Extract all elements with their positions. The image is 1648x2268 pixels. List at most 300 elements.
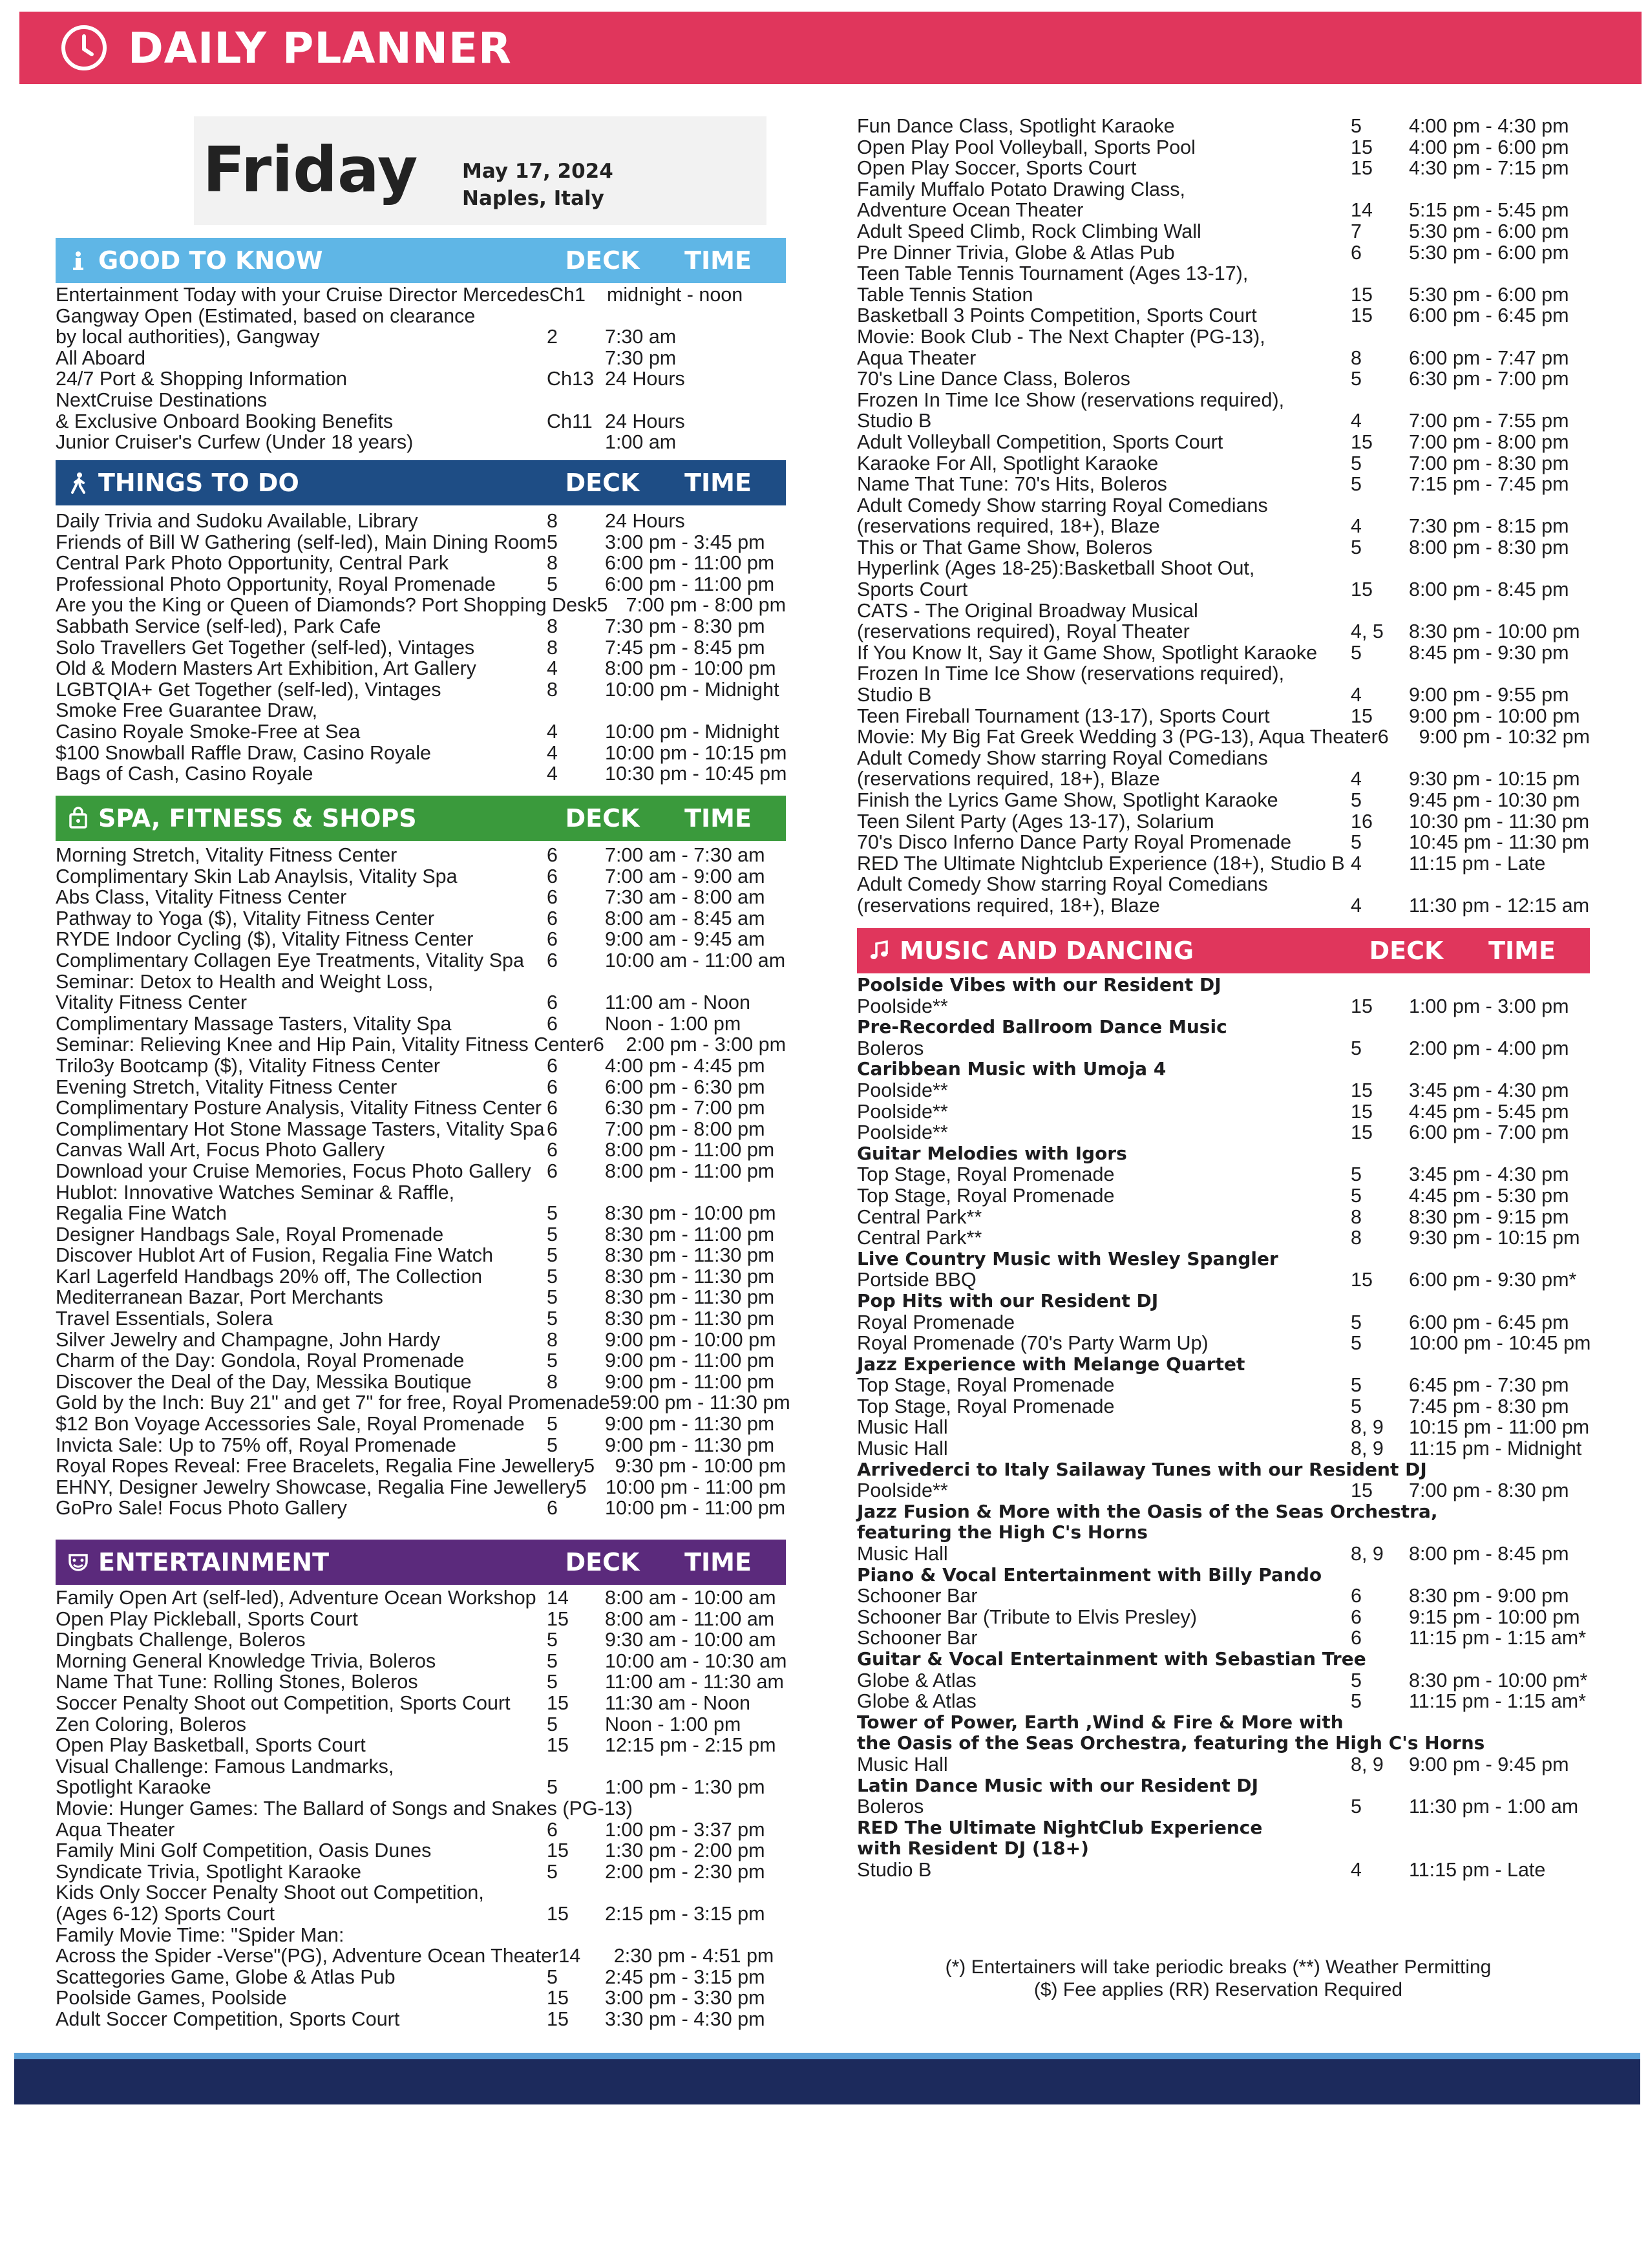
event-name: (reservations required, 18+), Blaze — [857, 515, 1160, 538]
event-group-heading — [857, 1712, 1590, 1733]
event-group-heading — [857, 1522, 1590, 1543]
event-time: 1:30 pm - 2:00 pm — [605, 1839, 765, 1862]
event-name: Adult Volleyball Competition, Sports Court — [857, 430, 1223, 453]
event-time — [605, 390, 786, 411]
event-deck: 6 — [1351, 1606, 1362, 1628]
event-time: 10:30 pm - 11:30 pm — [1409, 810, 1590, 832]
event-deck: 15 — [1351, 1269, 1373, 1291]
event-time: 6:45 pm - 7:30 pm — [1409, 1374, 1569, 1397]
event-time: 10:00 am - 11:00 am — [605, 949, 786, 971]
event-deck: 4 — [547, 741, 558, 764]
event-name: Seminar: Relieving Knee and Hip Pain, Vitality Fitness Center — [56, 1033, 593, 1056]
day-name: Friday — [202, 134, 418, 206]
event-deck — [1484, 1733, 1510, 1754]
event-deck: 5 — [1351, 1690, 1362, 1713]
event-time: 8:30 pm - 10:00 pm — [605, 1202, 776, 1225]
event-deck: 5 — [1351, 789, 1362, 811]
event-time — [1409, 1059, 1590, 1080]
event-row — [857, 663, 1590, 684]
event-deck: 15 — [1351, 157, 1373, 180]
event-name: Canvas Wall Art, Focus Photo Gallery — [56, 1139, 385, 1161]
event-name: Family Muffalo Potato Drawing Class, — [857, 178, 1185, 200]
event-deck — [1427, 1459, 1466, 1481]
event-deck — [1351, 975, 1409, 996]
event-row — [857, 1164, 1590, 1185]
event-deck: 6 — [1351, 1627, 1362, 1649]
event-time: 11:15 pm - 1:15 am* — [1409, 1627, 1587, 1649]
event-name: Music Hall — [857, 1416, 948, 1439]
event-deck: 6 — [547, 865, 558, 887]
good-to-know-title: GOOD TO KNOW — [98, 246, 323, 275]
event-deck: 5 — [547, 1776, 558, 1799]
event-deck: 6 — [547, 886, 558, 909]
event-deck: 5 — [547, 1286, 558, 1309]
event-name: Poolside Vibes with our Resident DJ — [857, 974, 1221, 995]
event-deck — [1438, 1501, 1475, 1523]
event-row — [56, 1609, 786, 1630]
event-row — [857, 390, 1590, 411]
deck-column-header: DECK — [565, 1548, 640, 1576]
event-deck: 5 — [547, 1308, 558, 1330]
event-deck: 5 — [547, 1265, 558, 1288]
event-time: 6:00 pm - 11:00 pm — [605, 573, 775, 595]
event-name: Morning Stretch, Vitality Fitness Center — [56, 844, 397, 866]
event-group-heading — [857, 1059, 1590, 1080]
event-deck: 15 — [547, 2008, 569, 2030]
event-time: 8:45 pm - 9:30 pm — [1409, 641, 1569, 664]
event-time: 8:30 pm - 11:30 pm — [605, 1286, 775, 1309]
event-name: Adult Comedy Show starring Royal Comedians — [857, 494, 1268, 516]
event-time: 8:30 pm - 11:30 pm — [605, 1244, 775, 1267]
event-time — [1409, 1017, 1590, 1038]
event-deck — [1351, 1291, 1409, 1312]
event-time: 1:00 pm - 1:30 pm — [605, 1776, 765, 1799]
footnote — [847, 1956, 1590, 2001]
event-deck: 5 — [584, 1455, 595, 1478]
event-row — [56, 616, 786, 637]
event-deck: 4 — [547, 720, 558, 743]
event-time: 7:00 pm - 8:30 pm — [1409, 1479, 1569, 1502]
event-name: Boleros — [857, 1037, 924, 1059]
event-time: 11:30 am - Noon — [605, 1691, 750, 1714]
event-time: 3:00 pm - 3:45 pm — [605, 531, 765, 553]
event-name: Casino Royale Smoke-Free at Sea — [56, 720, 361, 743]
event-deck: 6 — [547, 907, 558, 929]
event-row — [857, 432, 1590, 453]
event-time: 8:00 pm - 8:45 pm — [1409, 578, 1569, 601]
event-group-heading — [857, 1775, 1590, 1797]
event-row — [857, 368, 1590, 390]
event-row — [56, 700, 786, 721]
event-deck: 6 — [547, 1818, 558, 1841]
event-name: 24/7 Port & Shopping Information — [56, 368, 348, 390]
event-name: Jazz Fusion & More with the Oasis of the Seas Orchestra, — [857, 1500, 1438, 1522]
event-name: Open Play Basketball, Sports Court — [56, 1734, 366, 1757]
event-time — [605, 1925, 786, 1946]
event-row — [56, 532, 786, 553]
event-name: Open Play Soccer, Sports Court — [857, 157, 1137, 180]
event-name: Top Stage, Royal Promenade — [857, 1184, 1115, 1207]
event-name: Studio B — [857, 684, 932, 706]
event-row — [56, 1139, 786, 1161]
event-name: Family Movie Time: "Spider Man: — [56, 1924, 344, 1946]
event-deck: 8 — [547, 636, 558, 659]
event-deck: 6 — [547, 1012, 558, 1035]
event-name: Aqua Theater — [56, 1818, 175, 1841]
spa-title: SPA, FITNESS & SHOPS — [98, 804, 417, 832]
event-deck: 4 — [547, 657, 558, 680]
event-name: Studio B — [857, 410, 932, 432]
event-time — [1421, 1649, 1590, 1670]
event-row — [56, 368, 786, 390]
event-name: Jazz Experience with Melange Quartet — [857, 1353, 1245, 1375]
event-time: 11:30 pm - 12:15 am — [1409, 894, 1590, 917]
event-time: 6:00 pm - 11:00 pm — [605, 552, 775, 575]
event-deck — [547, 700, 605, 721]
event-row — [56, 1013, 786, 1035]
event-deck: 16 — [1351, 810, 1373, 832]
event-row — [857, 874, 1590, 895]
event-time: 11:15 pm - Late — [1409, 852, 1546, 874]
event-time: 11:00 am - 11:30 am — [605, 1671, 784, 1693]
event-time: 9:15 pm - 10:00 pm — [1409, 1606, 1580, 1628]
event-time: 9:00 pm - 11:30 pm — [620, 1392, 790, 1414]
event-deck: 8 — [1351, 346, 1362, 369]
good-to-know-list — [56, 284, 786, 453]
event-deck: 5 — [1351, 1163, 1362, 1186]
event-deck: 5 — [547, 1713, 558, 1735]
event-name: Royal Promenade (70's Party Warm Up) — [857, 1332, 1209, 1355]
event-time: 9:30 pm - 10:15 pm — [1409, 768, 1580, 790]
event-name: Poolside** — [857, 1079, 948, 1101]
event-name: If You Know It, Say it Game Show, Spotlight Karaoke — [857, 641, 1318, 664]
event-time: 7:00 pm - 8:00 pm — [605, 1118, 765, 1140]
event-time: 10:00 pm - Midnight — [605, 720, 779, 743]
event-row — [857, 1207, 1590, 1228]
event-time: 9:00 pm - 10:00 pm — [605, 1328, 776, 1351]
event-deck: 15 — [1351, 304, 1373, 327]
event-deck — [1351, 1354, 1409, 1375]
event-name: Family Mini Golf Competition, Oasis Dunes — [56, 1839, 432, 1862]
event-name: Studio B — [857, 1858, 932, 1881]
event-name: Karl Lagerfeld Handbags 20% off, The Collection — [56, 1265, 483, 1288]
event-time: 6:00 pm - 7:47 pm — [1409, 346, 1569, 369]
event-name: (reservations required), Royal Theater — [857, 620, 1190, 643]
event-time: 8:00 am - 10:00 am — [605, 1587, 776, 1609]
event-group-heading — [857, 975, 1590, 996]
event-row — [56, 1840, 786, 1861]
event-deck — [1351, 1143, 1409, 1165]
event-deck: 15 — [547, 1987, 569, 2009]
event-row — [56, 1245, 786, 1266]
event-name: Are you the King or Queen of Diamonds? Port Shopping Desk — [56, 594, 597, 617]
event-deck: 5 — [547, 1649, 558, 1672]
event-row — [857, 684, 1590, 706]
event-deck: 15 — [1351, 136, 1373, 158]
event-deck: 4 — [1351, 410, 1362, 432]
event-row — [857, 726, 1590, 748]
event-name: Hyperlink (Ages 18-25):Basketball Shoot Out, — [857, 557, 1255, 580]
event-deck: 5 — [547, 1413, 558, 1436]
event-name: Table Tennis Station — [857, 283, 1033, 306]
event-row — [857, 1080, 1590, 1101]
event-deck: 5 — [547, 1629, 558, 1651]
event-row — [56, 721, 786, 743]
event-name: RED The Ultimate Nightclub Experience (18+), Studio B — [857, 852, 1345, 874]
event-deck: 5 — [1351, 368, 1362, 390]
event-deck — [1351, 263, 1409, 284]
event-name: Abs Class, Vitality Fitness Center — [56, 886, 347, 909]
event-row — [56, 679, 786, 701]
event-row — [56, 1882, 786, 1903]
event-deck: 4, 5 — [1351, 620, 1384, 643]
event-time: 9:00 pm - 9:55 pm — [1409, 684, 1569, 706]
event-row — [857, 1333, 1590, 1354]
event-deck: 8 — [547, 1370, 558, 1393]
event-deck: 5 — [547, 531, 558, 553]
event-time: 11:00 am - Noon — [605, 991, 750, 1014]
event-deck — [1351, 390, 1409, 411]
event-row — [56, 1735, 786, 1756]
event-deck: 5 — [1351, 536, 1362, 558]
event-deck: Ch1 — [549, 284, 586, 306]
page-banner — [19, 12, 1642, 84]
event-time: 10:15 pm - 11:00 pm — [1409, 1416, 1590, 1439]
event-deck: 4 — [1351, 515, 1362, 538]
event-deck — [547, 390, 605, 411]
event-name: Teen Silent Party (Ages 13-17), Solarium — [857, 810, 1214, 832]
event-deck — [547, 306, 605, 327]
event-row — [56, 1392, 790, 1414]
event-time: midnight - noon — [606, 284, 743, 306]
event-name: Complimentary Posture Analysis, Vitality Fitness Center — [56, 1097, 542, 1119]
event-row — [857, 305, 1590, 326]
event-name: Bags of Cash, Casino Royale — [56, 763, 313, 785]
event-row — [857, 1101, 1590, 1123]
event-time: Noon - 1:00 pm — [605, 1012, 741, 1035]
event-row — [857, 1796, 1590, 1818]
event-row — [857, 242, 1590, 264]
event-row — [56, 1119, 786, 1140]
music-note-icon — [869, 940, 891, 962]
event-name: Fun Dance Class, Spotlight Karaoke — [857, 115, 1175, 137]
event-group-heading — [857, 1838, 1590, 1860]
event-time: 8:30 pm - 10:00 pm — [1409, 620, 1580, 643]
event-name: Latin Dance Music with our Resident DJ — [857, 1774, 1259, 1796]
day-date: May 17, 2024 — [462, 160, 613, 183]
event-deck: 8 — [1351, 1227, 1362, 1249]
event-deck: 15 — [1351, 705, 1373, 727]
event-row — [857, 200, 1590, 221]
event-name: Schooner Bar — [857, 1627, 978, 1649]
event-row — [857, 706, 1590, 727]
event-time: 24 Hours — [605, 368, 685, 390]
event-row — [56, 1477, 786, 1498]
event-row — [857, 748, 1590, 769]
event-time: 2:00 pm - 4:00 pm — [1409, 1037, 1569, 1059]
event-deck — [547, 1882, 605, 1903]
event-row — [56, 637, 786, 659]
event-name: Arrivederci to Italy Sailaway Tunes with our Resident DJ — [857, 1458, 1427, 1480]
day-port: Naples, Italy — [462, 187, 604, 210]
event-name: Poolside** — [857, 1121, 948, 1144]
entertainment-title: ENTERTAINMENT — [98, 1548, 330, 1576]
event-name: $12 Bon Voyage Accessories Sale, Royal Promenade — [56, 1413, 525, 1436]
event-time: 5:30 pm - 6:00 pm — [1409, 283, 1569, 306]
entertainment-list — [56, 1587, 786, 2030]
event-time: 7:00 am - 9:00 am — [605, 865, 765, 887]
event-time: 3:30 pm - 4:30 pm — [605, 2008, 765, 2030]
event-row — [56, 971, 786, 993]
event-name: Poolside** — [857, 1479, 948, 1502]
event-time: 11:30 pm - 1:00 am — [1409, 1796, 1579, 1818]
event-group-heading — [857, 1649, 1590, 1670]
event-time — [605, 1182, 786, 1203]
event-row — [857, 221, 1590, 242]
event-row — [56, 326, 786, 348]
event-row — [857, 642, 1590, 664]
event-time: 9:30 pm - 10:00 pm — [615, 1455, 786, 1478]
event-time: 24 Hours — [605, 410, 685, 432]
event-name: Pre-Recorded Ballroom Dance Music — [857, 1016, 1227, 1038]
event-row — [857, 158, 1590, 179]
event-row — [857, 1312, 1590, 1333]
time-column-header: TIME — [684, 469, 752, 497]
event-name: Adult Comedy Show starring Royal Comedians — [857, 873, 1268, 896]
event-deck: 15 — [1351, 1079, 1373, 1101]
event-row — [857, 495, 1590, 516]
event-time — [1409, 1775, 1590, 1797]
event-time: 4:00 pm - 4:30 pm — [1409, 115, 1569, 137]
event-row — [857, 579, 1590, 600]
event-group-heading — [857, 1143, 1590, 1165]
event-name: Movie: My Big Fat Greek Wedding 3 (PG-13), Aqua Theater — [857, 726, 1378, 748]
event-name: Travel Essentials, Solera — [56, 1308, 273, 1330]
event-row — [857, 284, 1590, 306]
event-deck — [633, 1798, 670, 1819]
event-deck: 6 — [547, 1097, 558, 1119]
event-name: LGBTQIA+ Get Together (self-led), Vintages — [56, 678, 441, 701]
event-row — [56, 743, 786, 764]
event-time: 1:00 pm - 3:00 pm — [1409, 995, 1569, 1017]
event-deck: 4 — [1351, 894, 1362, 917]
event-time: 6:00 pm - 6:45 pm — [1409, 1311, 1569, 1333]
event-time: 9:00 am - 9:45 am — [605, 928, 765, 951]
event-name: (reservations required, 18+), Blaze — [857, 894, 1160, 917]
event-time: 9:00 pm - 11:00 pm — [605, 1370, 775, 1393]
event-deck: 5 — [1351, 1395, 1362, 1417]
event-name: Discover the Deal of the Day, Messika Boutique — [56, 1370, 472, 1393]
event-time: 9:45 pm - 10:30 pm — [1409, 789, 1580, 811]
event-time — [1409, 1712, 1590, 1733]
event-deck: 8 — [547, 678, 558, 701]
event-time: 11:15 pm - Late — [1409, 1858, 1546, 1881]
event-name: 70's Disco Inferno Dance Party Royal Promenade — [857, 831, 1292, 854]
event-deck — [547, 971, 605, 993]
footnote-line-1: (*) Entertainers will take periodic breaks (**) Weather Permitting — [945, 1956, 1492, 1978]
event-time — [605, 1756, 786, 1777]
event-row — [56, 1224, 786, 1245]
event-deck — [547, 1182, 605, 1203]
event-deck: 5 — [1351, 1037, 1362, 1059]
event-row — [56, 1077, 786, 1098]
event-name: $100 Snowball Raffle Draw, Casino Royale — [56, 741, 431, 764]
event-time: 6:00 pm - 6:45 pm — [1409, 304, 1569, 327]
event-time: 8:00 pm - 8:30 pm — [1409, 536, 1569, 558]
event-name: Schooner Bar — [857, 1585, 978, 1607]
event-row — [56, 1945, 786, 1967]
event-name: Complimentary Collagen Eye Treatments, Vitality Spa — [56, 949, 524, 971]
event-row — [56, 950, 786, 971]
event-deck: 8 — [547, 510, 558, 532]
event-row — [857, 790, 1590, 811]
event-row — [56, 1925, 786, 1946]
deck-column-header: DECK — [565, 804, 640, 832]
event-row — [56, 1330, 786, 1351]
event-row — [56, 1372, 786, 1393]
event-row — [56, 511, 786, 532]
event-name: Central Park** — [857, 1227, 982, 1249]
event-time: 9:00 pm - 11:30 pm — [605, 1413, 775, 1436]
event-name: Globe & Atlas — [857, 1669, 977, 1691]
event-time: 8:00 pm - 10:00 pm — [605, 657, 776, 680]
event-name: Complimentary Hot Stone Massage Tasters, Vitality Spa — [56, 1118, 545, 1140]
event-deck — [1351, 1017, 1409, 1038]
event-deck — [1351, 1775, 1409, 1797]
event-deck: 6 — [593, 1033, 604, 1056]
event-deck: Ch13 — [547, 368, 594, 390]
event-row — [56, 1182, 786, 1203]
event-name: Pathway to Yoga ($), Vitality Fitness Center — [56, 907, 435, 929]
event-row — [857, 1754, 1590, 1775]
event-time: 24 Hours — [605, 510, 685, 532]
event-row — [857, 811, 1590, 832]
event-deck — [1351, 179, 1409, 200]
event-row — [857, 116, 1590, 137]
event-name: Invicta Sale: Up to 75% off, Royal Promenade — [56, 1434, 456, 1456]
event-name: Gangway Open (Estimated, based on clearance — [56, 304, 476, 327]
event-time: 5:30 pm - 6:00 pm — [1409, 220, 1569, 242]
event-row — [857, 348, 1590, 369]
time-column-header: TIME — [684, 246, 752, 275]
event-name: Designer Handbags Sale, Royal Promenade — [56, 1223, 444, 1245]
event-deck: 14 — [1351, 199, 1373, 222]
walking-person-icon — [67, 472, 89, 494]
event-time — [1409, 748, 1590, 769]
event-row — [56, 992, 786, 1013]
event-time — [1409, 390, 1590, 411]
event-row — [857, 1670, 1590, 1691]
event-row — [857, 474, 1590, 495]
event-deck: 5 — [547, 1202, 558, 1225]
event-deck: 6 — [547, 1118, 558, 1140]
event-row — [56, 1714, 786, 1735]
event-time: 3:00 pm - 3:30 pm — [605, 1987, 765, 2009]
event-deck: 6 — [547, 928, 558, 951]
event-row — [56, 1967, 786, 1988]
event-group-heading — [857, 1017, 1590, 1038]
event-time: 8:30 pm - 11:00 pm — [605, 1223, 775, 1245]
event-name: Adventure Ocean Theater — [857, 199, 1084, 222]
entertainment-continued-list — [857, 116, 1590, 917]
event-name: Pre Dinner Trivia, Globe & Atlas Pub — [857, 241, 1175, 264]
event-row — [56, 845, 786, 866]
shopping-bag-icon — [67, 807, 89, 829]
event-name: Poolside** — [857, 1100, 948, 1123]
event-row — [56, 1055, 786, 1077]
event-row — [857, 621, 1590, 642]
event-name: Scattegories Game, Globe & Atlas Pub — [56, 1966, 396, 1988]
